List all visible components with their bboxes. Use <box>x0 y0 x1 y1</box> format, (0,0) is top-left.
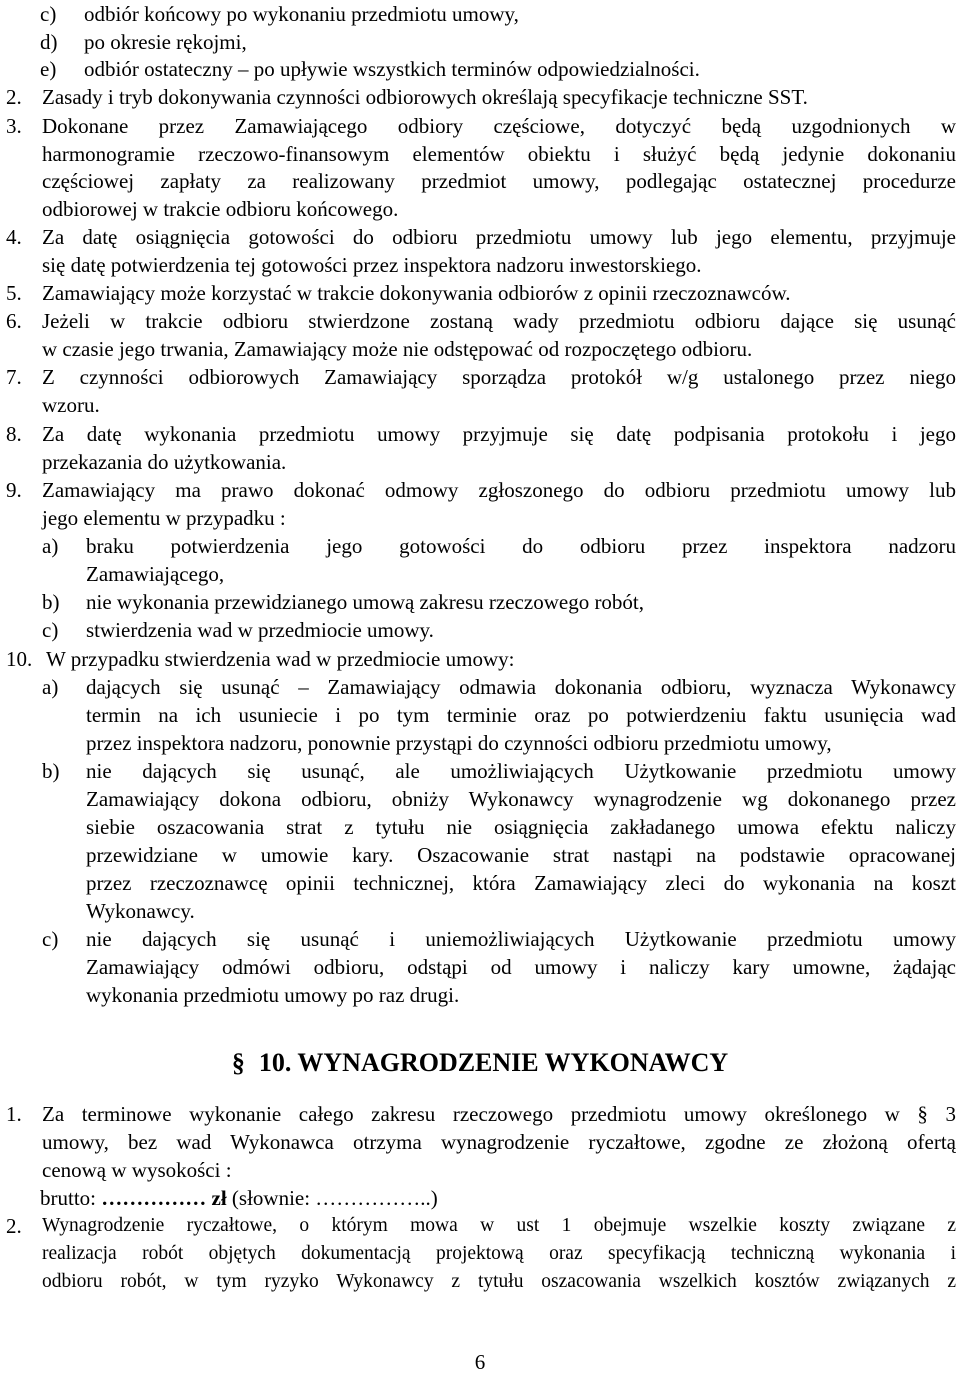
paragraph-number: 2. <box>6 1214 22 1238</box>
paragraph-number: 3. <box>6 114 22 138</box>
list-item-text: Wykonawcy. <box>86 899 195 923</box>
paragraph-line: cenową w wysokości : <box>42 1158 232 1182</box>
section-symbol: § <box>231 1048 245 1077</box>
paragraph-line: jego elementu w przypadku : <box>42 506 286 530</box>
paragraph-line: przekazania do użytkowania. <box>42 450 287 474</box>
paragraph-line: Za datę wykonania przedmiotu umowy przyjmuje się datę podpisania protokołu i jego <box>42 422 956 446</box>
paragraph-number: 9. <box>6 478 22 502</box>
paragraph-line: odbiorowej w trakcie odbioru końcowego. <box>42 197 399 221</box>
paragraph-line: Zasady i tryb dokonywania czynności odbiorowych określają specyfikacje techniczne SST. <box>42 85 808 109</box>
paragraph-number: 6. <box>6 309 22 333</box>
paragraph-number: 5. <box>6 281 22 305</box>
list-item-text: dających się usunąć – Zamawiający odmawia dokonania odbioru, wyznacza Wykonawcy <box>86 675 956 699</box>
paragraph-line: Jeżeli w trakcie odbioru stwierdzone zostaną wady przedmiotu odbioru dające się usunąć <box>42 309 956 333</box>
paragraph-line: Dokonane przez Zamawiającego odbiory częściowe, dotyczyć będą uzgodnionych w <box>42 114 956 138</box>
list-item-text: nie wykonania przewidzianego umową zakresu rzeczowego robót, <box>86 590 645 614</box>
brutto-unit: zł <box>211 1186 227 1210</box>
paragraph-line: się datę potwierdzenia tej gotowości przez inspektora nadzoru inwestorskiego. <box>42 253 702 277</box>
list-label: e) <box>40 57 57 81</box>
paragraph-number: 2. <box>6 85 22 109</box>
paragraph-line: Z czynności odbiorowych Zamawiający sporządza protokół w/g ustalonego przez niego <box>42 365 956 389</box>
list-item-text: nie dających się usunąć, ale umożliwiających Użytkowanie przedmiotu umowy <box>86 759 956 783</box>
list-label: b) <box>42 759 60 783</box>
paragraph-line: umowy, bez wad Wykonawca otrzyma wynagrodzenie ryczałtowe, zgodne ze złożoną ofertą <box>42 1130 956 1154</box>
paragraph-number: 1. <box>6 1102 22 1126</box>
paragraph-line: Zamawiający może korzystać w trakcie dokonywania odbiorów z opinii rzeczoznawców. <box>42 281 791 305</box>
section-title: 10. WYNAGRODZENIE WYKONAWCY <box>258 1048 729 1077</box>
paragraph-line: Za terminowe wykonanie całego zakresu rzeczowego przedmiotu umowy określonego w § 3 <box>42 1102 956 1126</box>
brutto-words: (słownie: ……………..) <box>226 1186 438 1210</box>
list-item-text: odbiór końcowy po wykonaniu przedmiotu umowy, <box>84 2 519 26</box>
list-label: c) <box>42 927 59 951</box>
paragraph-number: 4. <box>6 225 22 249</box>
paragraph-line: w czasie jego trwania, Zamawiający może nie odstępować od rozpoczętego odbioru. <box>42 337 753 361</box>
list-label: a) <box>42 534 59 558</box>
paragraph-line: wzoru. <box>42 393 100 417</box>
list-item-text: Zamawiający odmówi odbioru, odstąpi od umowy i naliczy kary umowne, żądając <box>86 955 956 979</box>
section-heading <box>0 1046 960 1080</box>
list-label: a) <box>42 675 59 699</box>
list-item-text: braku potwierdzenia jego gotowości do odbioru przez inspektora nadzoru <box>86 534 956 558</box>
paragraph-number: 8. <box>6 422 22 446</box>
list-item-text: przez inspektora nadzoru, ponownie przystąpi do czynności odbioru przedmiotu umowy, <box>86 731 832 755</box>
list-item-text: siebie oszacowania strat z tytułu nie osiągnięcia zakładanego umowa efektu naliczy <box>86 815 956 839</box>
list-item-text: nie dających się usunąć i uniemożliwiających Użytkowanie przedmiotu umowy <box>86 927 956 951</box>
list-item-text: po okresie rękojmi, <box>84 30 247 54</box>
page-number: 6 <box>474 1350 486 1374</box>
paragraph-number: 10. <box>6 647 33 671</box>
brutto-prefix: brutto: <box>40 1186 102 1210</box>
brutto-dots: …………… <box>101 1186 207 1210</box>
brutto-line <box>40 1184 438 1212</box>
paragraph-line: Za datę osiągnięcia gotowości do odbioru przedmiotu umowy lub jego elementu, przyjmuje <box>42 225 956 249</box>
list-item-text: przez rzeczoznawcę opinii technicznej, która Zamawiający zleci do wykonania na koszt <box>86 871 956 895</box>
list-item-text: odbiór ostateczny – po upływie wszystkich terminów odpowiedzialności. <box>84 57 700 81</box>
paragraph-line: realizacja robót objętych dokumentacją projektową oraz specyfikacją techniczną wykonania i <box>42 1243 956 1264</box>
list-item-text: Zamawiającego, <box>86 562 225 586</box>
list-item-text: stwierdzenia wad w przedmiocie umowy. <box>86 618 434 642</box>
list-item-text: przewidziane w umowie kary. Oszacowanie strat nastąpi na podstawie opracowanej <box>86 843 956 867</box>
list-label: b) <box>42 590 60 614</box>
list-item-text: termin na ich usuniecie i po tym terminie oraz po potwierdzeniu faktu usunięcia wad <box>86 703 956 727</box>
list-item-text: wykonania przedmiotu umowy po raz drugi. <box>86 983 460 1007</box>
list-label: d) <box>40 30 58 54</box>
list-item-text: Zamawiający dokona odbioru, obniży Wykonawcy wynagrodzenie wg dokonanego przez <box>86 787 956 811</box>
list-label: c) <box>42 618 59 642</box>
paragraph-line: W przypadku stwierdzenia wad w przedmiocie umowy: <box>46 647 515 671</box>
paragraph-line: Zamawiający ma prawo dokonać odmowy zgłoszonego do odbioru przedmiotu umowy lub <box>42 478 956 502</box>
paragraph-line: harmonogramie rzeczowo-finansowym elementów obiektu i służyć będą jedynie dokonaniu <box>42 142 956 166</box>
paragraph-line: Wynagrodzenie ryczałtowe, o którym mowa w ust 1 obejmuje wszelkie koszty związane z <box>42 1215 956 1236</box>
list-label: c) <box>40 2 57 26</box>
paragraph-number: 7. <box>6 365 22 389</box>
paragraph-line: odbioru robót, w tym ryzyko Wykonawcy z tytułu oszacowania wszelkich kosztów związanych z <box>42 1271 956 1292</box>
paragraph-line: częściowej zapłaty za realizowany przedmiot umowy, podlegając ostatecznej procedurze <box>42 169 956 193</box>
